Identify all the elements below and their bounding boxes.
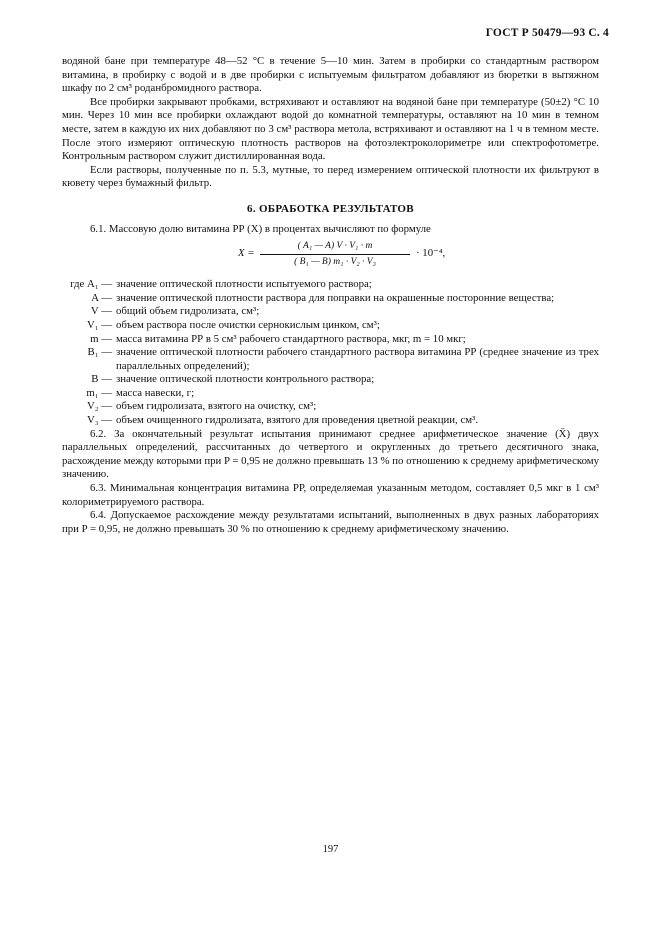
definition-item xyxy=(62,346,599,373)
definition-symbol: V₁ — xyxy=(86,318,112,331)
formula-multiplier: · 10⁻⁴, xyxy=(416,247,446,260)
section-title: 6. ОБРАБОТКА РЕЗУЛЬТАТОВ xyxy=(247,202,414,215)
formula-fraction xyxy=(260,240,410,269)
definition-text: значение оптической плотности рабочего стандартного раствора витамина РР (среднее значение из трех параллельных определений); xyxy=(116,346,599,372)
definition-text: общий объем гидролизата, см³; xyxy=(116,305,260,318)
paragraph-6-4: 6.4. Допускаемое расхождение между результатами испытаний, выполненных в двух разных лабораториях при P = 0,95, не должно превышать 30 % по отношению к среднему арифметическому значению. xyxy=(62,509,599,535)
paragraph-6-3: 6.3. Минимальная концентрация витамина РР, определяемая указанным методом, составляет 0,5 мкг в 1 см³ колориметрируемого раствора. xyxy=(62,482,599,508)
definition-text: объем гидролизата, взятого на очистку, см³; xyxy=(116,400,317,413)
formula-numerator: ( A₁ — A) V · V₁ · m xyxy=(297,241,373,252)
definition-symbol: V₂ — xyxy=(86,400,112,413)
paragraph-test-tubes: Все пробирки закрывают пробками, встряхивают и оставляют на водяной бане при температуре (50±2) °С 10 мин. Через 10 мин все пробирки охлаждают водой до комнатной температуры, оставляют на 10 мин в темном месте, затем в каждую их них добавляют по 3 см³ раствора метола, встряхивают и оставляют на 1 ч в темном месте. После этого измеряют оптическую плотность растворов на фотоэлектроколориметре или спектрофотометре. Контрольным раствором служит дистиллированная вода. xyxy=(62,95,599,163)
definition-item xyxy=(62,387,599,401)
formula xyxy=(62,240,599,274)
fraction-bar xyxy=(260,254,410,255)
definition-symbol: m₁ — xyxy=(86,386,112,399)
definition-symbol: B — xyxy=(91,373,112,386)
definition-item xyxy=(62,278,599,292)
definition-item xyxy=(62,292,599,306)
definition-symbol: V₃ — xyxy=(86,414,112,427)
page-number: 197 xyxy=(322,844,339,855)
definition-text: значение оптической плотности контрольного раствора; xyxy=(116,373,375,386)
definition-text: масса витамина РР в 5 см³ рабочего стандартного раствора, мкг, m = 10 мкг; xyxy=(116,332,466,345)
definitions-list xyxy=(62,278,599,428)
definition-item xyxy=(62,305,599,319)
definition-text: объем раствора после очистки сернокислым цинком, см³; xyxy=(116,318,380,331)
paragraph-continuation: водяной бане при температуре 48—52 °С в течение 5—10 мин. Затем в пробирки со стандартным раствором витамина, в пробирку с водой и в две пробирки с испытуемым фильтратом добавляют из бюретки в вытяжном шкафу по 2 см³ роданбромидного раствора. xyxy=(62,55,599,95)
definition-item xyxy=(62,373,599,387)
definition-symbol: A — xyxy=(91,291,112,304)
definition-text: объем очищенного гидролизата, взятого для проведения цветной реакции, см³. xyxy=(116,414,479,427)
page-header: ГОСТ Р 50479—93 С. 4 xyxy=(485,27,609,39)
definition-text: значение оптической плотности испытуемого раствора; xyxy=(116,278,372,291)
paragraph-6-2: 6.2. За окончательный результат испытания принимают среднее арифметическое значение (X̄) двух параллельных определений, рассчитанных до четвертого и округленных до третьего десятичного знака, расхождение между которыми при P = 0,95 не должно превышать 13 % по отношению к среднему арифметическому значению. xyxy=(62,427,599,481)
formula-denominator: ( B₁ — B) m₁ · V₂ · V₃ xyxy=(294,257,376,268)
definition-symbol: B₁ — xyxy=(87,346,112,359)
definition-item xyxy=(62,333,599,347)
definition-text: масса навески, г; xyxy=(116,386,195,399)
definition-item xyxy=(62,414,599,428)
definition-symbol: где A₁ — xyxy=(70,278,112,291)
paragraph-6-1: 6.1. Массовую долю витамина РР (X) в процентах вычисляют по формуле xyxy=(90,222,431,235)
paragraph-filtering: Если растворы, полученные по п. 5.3, мутные, то перед измерением оптической плотности их фильтруют в кювету через бумажный фильтр. xyxy=(62,163,599,190)
formula-lhs: X = xyxy=(238,247,255,260)
definition-symbol: V — xyxy=(90,305,112,318)
definition-item xyxy=(62,400,599,414)
definition-symbol: m — xyxy=(90,332,112,345)
definition-item xyxy=(62,319,599,333)
definition-text: значение оптической плотности раствора для поправки на окрашенные посторонние вещества; xyxy=(116,291,555,304)
document-body xyxy=(62,55,599,536)
